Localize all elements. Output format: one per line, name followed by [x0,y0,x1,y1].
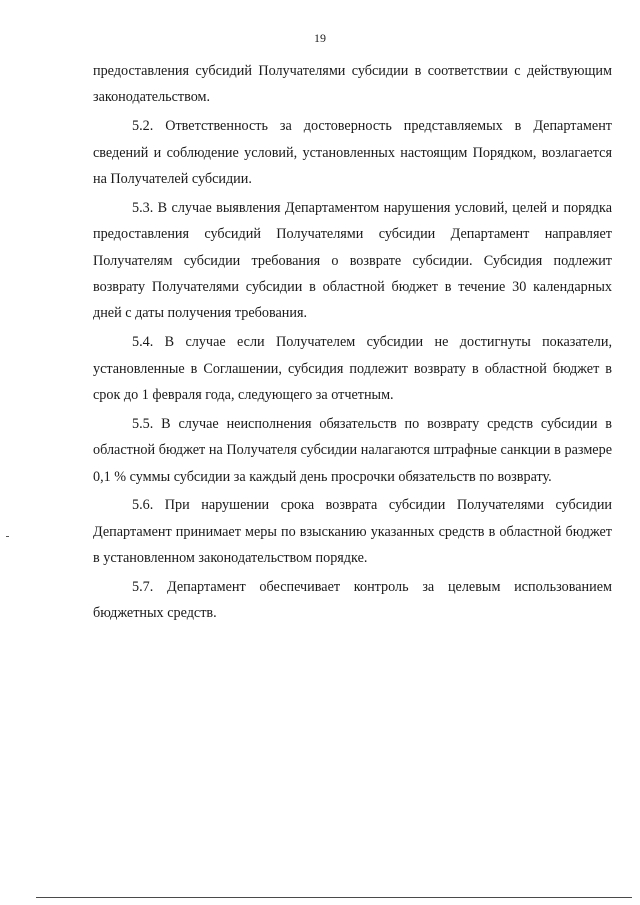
paragraph-5-6: 5.6. При нарушении срока возврата субсидии Получателями субсидии Департамент принимает меры по взысканию указанных средств в областной бюджет в установленном законодательством порядке. [93,497,612,567]
paragraph-5-2: 5.2. Ответственность за достоверность представляемых в Департамент сведений и соблюдение условий, установленных настоящим Порядком, возлагается на Получателей субсидии. [93,118,612,188]
paragraph-5-5: 5.5. В случае неисполнения обязательств по возврату средств субсидии в областной бюджет на Получателя субсидии налагаются штрафные санкции в размере 0,1 % суммы субсидии за каждый день просрочки обязательств по возврату. [93,415,612,485]
page-number: 19 [314,31,326,45]
paragraph-5-3: 5.3. В случае выявления Департаментом нарушения условий, целей и порядка предоставления субсидий Получателями субсидии Департамент направляет Получателям субсидии требования о возврате субсидии. Субсидия подлежит возврату Получателями субсидии в областной бюджет в течение 30 календарных дней с даты получения требования. [93,199,612,322]
document-body [93,58,612,629]
scan-bottom-edge [36,897,632,898]
scan-margin-mark [6,536,9,537]
paragraph-continuation: предоставления субсидий Получателями субсидии в соответствии с действующим законодательством. [93,63,612,106]
paragraph-5-4: 5.4. В случае если Получателем субсидии не достигнуты показатели, установленные в Соглашении, субсидия подлежит возврату в областной бюджет в срок до 1 февраля года, следующего за отчетным. [93,334,612,404]
paragraph-5-7: 5.7. Департамент обеспечивает контроль за целевым использованием бюджетных средств. [93,579,612,622]
